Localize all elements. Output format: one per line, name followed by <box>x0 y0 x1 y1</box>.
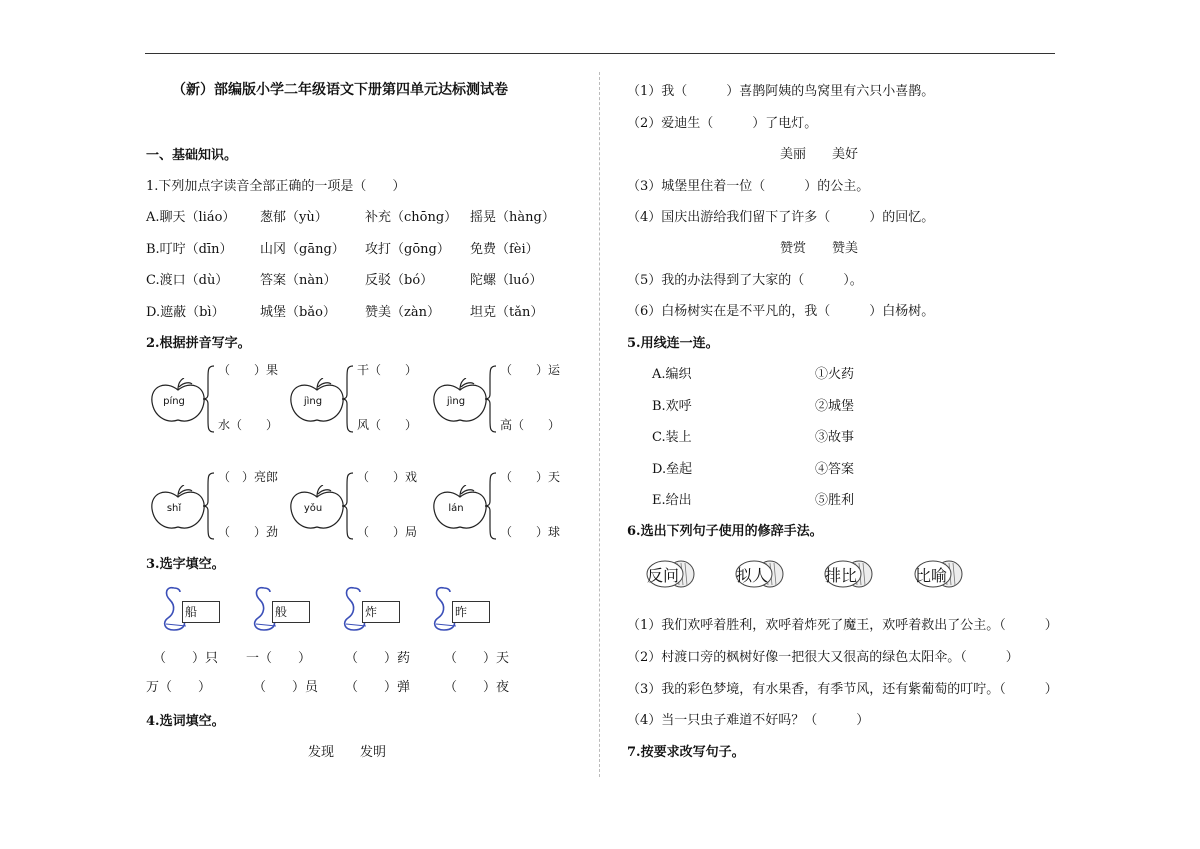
question-4: 4.选词填空。 <box>146 714 225 729</box>
apple-icon <box>148 378 208 424</box>
blank-top: （ ）天 <box>500 470 561 484</box>
question-7: 7.按要求改写句子。 <box>627 745 745 760</box>
brace-icon <box>484 471 498 541</box>
char-card: 般 <box>272 601 310 623</box>
question-4-words-2: 美丽 美好 <box>780 147 859 162</box>
q4-item-3: （3）城堡里住着一位（ ）的公主。 <box>627 179 870 194</box>
blank-item: （ ）夜 <box>444 680 510 695</box>
blank-bottom: （ ）球 <box>500 525 561 539</box>
match-right: ⑤胜利 <box>815 493 855 508</box>
match-right: ④答案 <box>815 462 855 477</box>
match-left: B.欢呼 <box>652 399 692 414</box>
option-text: 免费（fèi） <box>470 242 539 257</box>
brace-icon <box>202 471 216 541</box>
brace-icon <box>484 364 498 434</box>
option-text: 补充（chōng） <box>365 210 458 225</box>
blank-item: （ ）药 <box>345 651 411 666</box>
blank-bottom: 水（ ） <box>218 418 279 432</box>
question-2: 2.根据拼音写字。 <box>146 336 251 351</box>
blank-item: 一（ ） <box>246 651 312 666</box>
pinyin-label: jìng <box>446 396 466 407</box>
option-text: 答案（nàn） <box>260 273 337 288</box>
blank-item: （ ）天 <box>444 651 510 666</box>
q4-item-4: （4）国庆出游给我们留下了许多（ ）的回忆。 <box>627 210 935 225</box>
rhetoric-question: （3）我的彩色梦境，有水果香，有季节风，还有紫葡萄的叮咛。（ ） <box>627 682 1058 697</box>
option-text: 坦克（tǎn） <box>470 305 544 320</box>
question-5: 5.用线连一连。 <box>627 336 719 351</box>
option-text: 反驳（bó） <box>365 273 434 288</box>
rhetoric-question: （2）村渡口旁的枫树好像一把很大又很高的绿色太阳伞。（ ） <box>627 650 1019 665</box>
q4-item-5: （5）我的办法得到了大家的（ ）。 <box>627 273 863 288</box>
blank-item: （ ）员 <box>253 680 319 695</box>
option-text: D.遮蔽（bì） <box>146 305 225 320</box>
rhetoric-option-label: 比喻 <box>915 566 948 585</box>
question-6: 6.选出下列句子使用的修辞手法。 <box>627 524 823 539</box>
match-left: A.编织 <box>652 367 692 382</box>
match-right: ③故事 <box>815 430 855 445</box>
pinyin-label: yǒu <box>303 503 323 514</box>
char-card: 船 <box>182 601 220 623</box>
option-text: 摇晃（hàng） <box>470 210 555 225</box>
pinyin-label: píng <box>163 396 185 407</box>
top-rule <box>145 53 1055 54</box>
blank-bottom: （ ）劲 <box>218 525 279 539</box>
blank-bottom: （ ）局 <box>357 525 418 539</box>
apple-icon <box>287 485 347 531</box>
rhetoric-option-label: 反问 <box>647 566 680 585</box>
rhetoric-question: （4）当一只虫子难道不好吗？（ ） <box>627 713 870 728</box>
pinyin-label: lán <box>448 503 464 514</box>
apple-icon <box>287 378 347 424</box>
blank-top: （ ）果 <box>218 363 279 377</box>
option-text: 攻打（gōng） <box>365 242 450 257</box>
blank-bottom: 风（ ） <box>357 418 418 432</box>
question-4-words-1: 发现 发明 <box>308 745 387 760</box>
blank-top: （ ）亮郎 <box>218 470 279 484</box>
q4-item-2: （2）爱迪生（ ）了电灯。 <box>627 116 818 131</box>
rhetoric-option-label: 拟人 <box>736 566 769 585</box>
brace-icon <box>202 364 216 434</box>
char-card: 昨 <box>452 601 490 623</box>
match-right: ①火药 <box>815 367 855 382</box>
question-4-words-3: 赞赏 赞美 <box>780 241 859 256</box>
apple-icon <box>148 485 208 531</box>
option-text: 葱郁（yù） <box>260 210 328 225</box>
option-text: 赞美（zàn） <box>365 305 440 320</box>
pinyin-label: shǐ <box>166 503 182 514</box>
pinyin-label: jìng <box>303 396 323 407</box>
option-text: B.叮咛（dīn） <box>146 242 233 257</box>
rhetoric-question: （1）我们欢呼着胜利，欢呼着炸死了魔王，欢呼着救出了公主。（ ） <box>627 618 1058 633</box>
blank-top: （ ）运 <box>500 363 561 377</box>
brace-icon <box>341 471 355 541</box>
question-1: 1.下列加点字读音全部正确的一项是（ ） <box>146 179 406 194</box>
section-1-heading: 一、基础知识。 <box>146 148 238 163</box>
blank-top: 干（ ） <box>357 363 418 377</box>
apple-icon <box>430 485 490 531</box>
blank-item: （ ）只 <box>153 651 219 666</box>
match-right: ②城堡 <box>815 399 855 414</box>
blank-bottom: 高（ ） <box>500 418 561 432</box>
option-text: A.聊天（liáo） <box>146 210 236 225</box>
char-card: 炸 <box>362 601 400 623</box>
match-left: C.装上 <box>652 430 692 445</box>
option-text: 陀螺（luó） <box>470 273 543 288</box>
option-text: 山冈（gāng） <box>260 242 345 257</box>
q4-item-6: （6）白杨树实在是不平凡的，我（ ）白杨树。 <box>627 304 935 319</box>
option-text: 城堡（bǎo） <box>260 305 336 320</box>
page-title: （新）部编版小学二年级语文下册第四单元达标测试卷 <box>172 82 508 98</box>
match-left: E.给出 <box>652 493 692 508</box>
blank-top: （ ）戏 <box>357 470 418 484</box>
option-text: C.渡口（dù） <box>146 273 229 288</box>
blank-item: （ ）弹 <box>345 680 411 695</box>
brace-icon <box>341 364 355 434</box>
blank-item: 万（ ） <box>146 680 212 695</box>
rhetoric-option-label: 排比 <box>825 566 858 585</box>
q4-item-1: （1）我（ ）喜鹊阿姨的鸟窝里有六只小喜鹊。 <box>627 84 935 99</box>
match-left: D.垒起 <box>652 462 693 477</box>
apple-icon <box>430 378 490 424</box>
question-3: 3.选字填空。 <box>146 557 225 572</box>
column-divider <box>599 72 600 777</box>
